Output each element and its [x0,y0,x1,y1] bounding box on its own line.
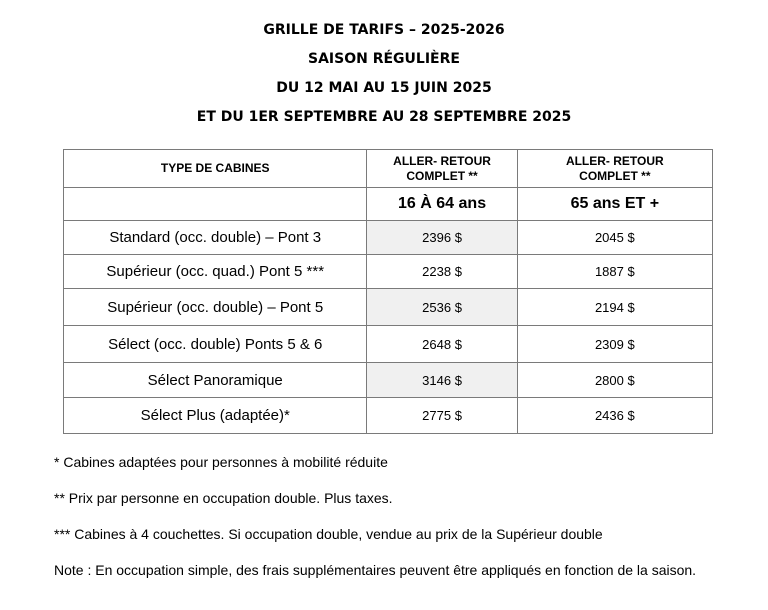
date-range-1: DU 12 MAI AU 15 JUIN 2025 [276,80,492,96]
column-header-65-plus [517,150,712,188]
price-16-64-cell: 2536 $ [367,289,517,326]
column-header-16-64-line2: COMPLET ** [406,168,478,183]
table-row [64,289,713,326]
table-row [64,326,713,363]
cabin-type-cell: Standard (occ. double) – Pont 3 [64,221,367,255]
cabin-type-cell: Sélect Plus (adaptée)* [64,398,367,434]
price-16-64-cell: 2775 $ [367,398,517,434]
cabin-type-cell: Supérieur (occ. double) – Pont 5 [64,289,367,326]
rates-table [63,149,713,434]
table-header-row [64,150,713,188]
footnotes [54,454,734,579]
column-header-cabin-type: TYPE DE CABINES [64,150,367,188]
table-row [64,363,713,398]
column-header-16-64 [367,150,517,188]
price-65-plus-cell: 2309 $ [517,326,712,363]
column-header-65-plus-line2: COMPLET ** [579,168,651,183]
footnote-price-per-person: ** Prix par personne en occupation double. Plus taxes. [54,490,393,506]
footnote-adapted-cabins: * Cabines adaptées pour personnes à mobilité réduite [54,454,388,470]
price-16-64-cell: 3146 $ [367,363,517,398]
price-65-plus-cell: 2436 $ [517,398,712,434]
cabin-type-cell: Sélect Panoramique [64,363,367,398]
price-16-64-cell: 2648 $ [367,326,517,363]
document-header [0,16,768,132]
price-65-plus-cell: 2800 $ [517,363,712,398]
age-group-65-plus: 65 ans ET + [517,188,712,221]
age-group-row [64,188,713,221]
table-row [64,221,713,255]
price-65-plus-cell: 1887 $ [517,255,712,289]
price-65-plus-cell: 2194 $ [517,289,712,326]
table-row [64,255,713,289]
document-title: GRILLE DE TARIFS – 2025-2026 [263,22,505,38]
age-group-16-64: 16 À 64 ans [367,188,517,221]
footnote-four-berth: *** Cabines à 4 couchettes. Si occupation double, vendue au prix de la Supérieur double [54,526,603,542]
table-row [64,398,713,434]
price-16-64-cell: 2238 $ [367,255,517,289]
date-range-2: ET DU 1ER SEPTEMBRE AU 28 SEPTEMBRE 2025 [196,109,572,125]
price-16-64-cell: 2396 $ [367,221,517,255]
cabin-type-cell: Sélect (occ. double) Ponts 5 & 6 [64,326,367,363]
season-label: SAISON RÉGULIÈRE [308,51,460,67]
age-group-empty-cell [64,188,367,221]
price-65-plus-cell: 2045 $ [517,221,712,255]
cabin-type-cell: Supérieur (occ. quad.) Pont 5 *** [64,255,367,289]
column-header-65-plus-line1: ALLER- RETOUR [565,153,664,168]
footnote-single-occupancy: Note : En occupation simple, des frais supplémentaires peuvent être appliqués en fonction de la saison. [54,562,697,578]
column-header-16-64-line1: ALLER- RETOUR [393,153,491,168]
